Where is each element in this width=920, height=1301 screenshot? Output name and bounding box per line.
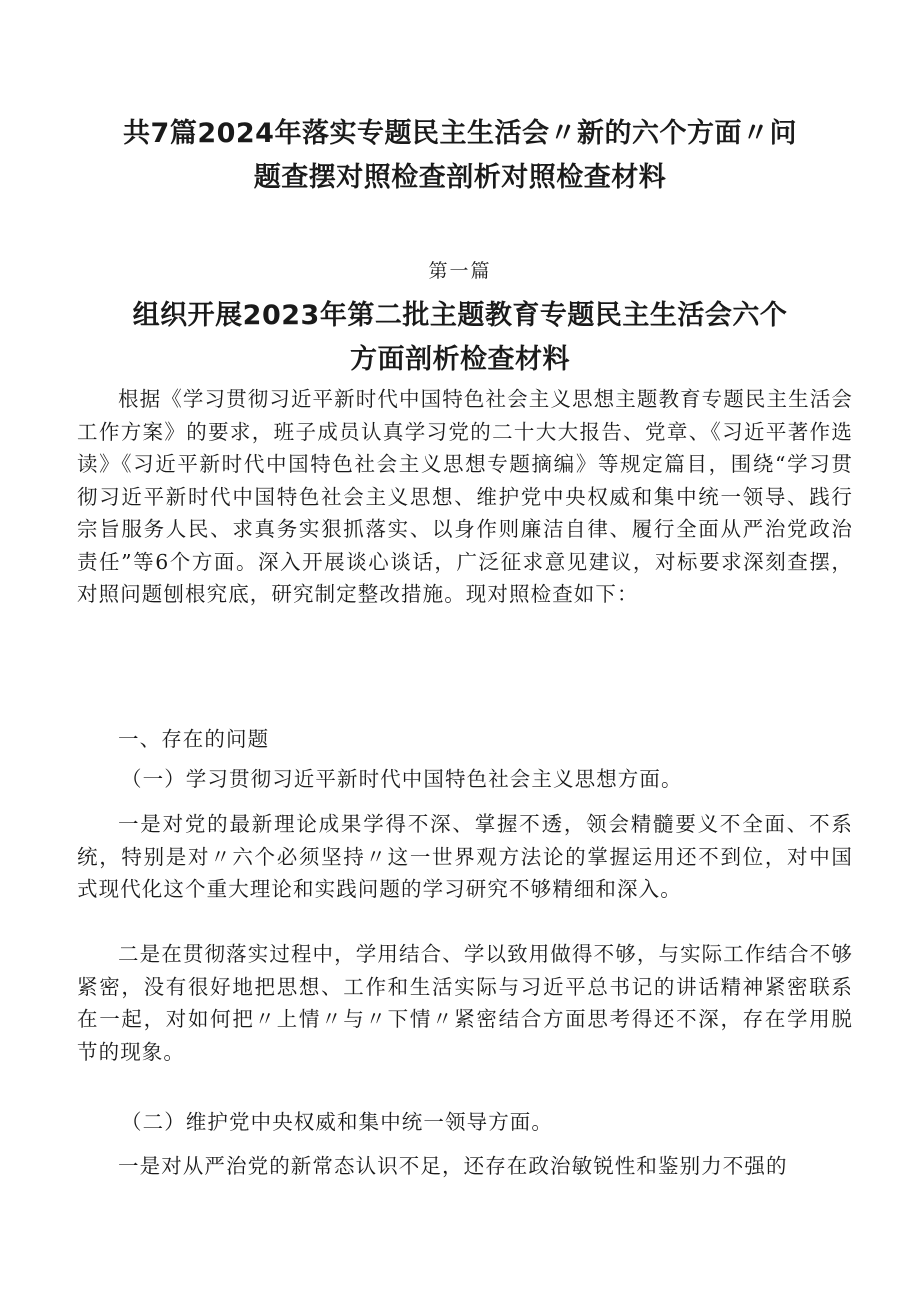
part-label: 第一篇	[428, 260, 492, 282]
section-heading-1: 一、存在的问题	[118, 727, 270, 751]
paragraph-1a: 一是对党的最新理论成果学得不深、掌握不透，领会精髓要义不全面、不系统，特别是对〃六个必须坚持〃这一世界观方法论的掌握运用还不到位，对中国式现代化这个重大理论和实践问题的学习研究不够精细和深入。	[77, 812, 853, 901]
paragraph-2a: 一是对从严治党的新常态认识不足，还存在政治敏锐性和鉴别力不强的	[118, 1154, 788, 1178]
main-title-line-2: 题查摆对照检查剖析对照检查材料	[253, 162, 667, 193]
main-title	[60, 112, 860, 200]
body-block-para-1a	[77, 808, 853, 906]
sub-title-line-1: 组织开展2023年第二批主题教育专题民主生活会六个	[132, 300, 788, 331]
body-block-section-1	[77, 723, 853, 756]
body-block-para-2a	[77, 1150, 853, 1183]
main-title-line-1: 共7篇2024年落实专题民主生活会〃新的六个方面〃问	[123, 118, 797, 149]
body-block-subsection-2	[121, 1106, 861, 1139]
body-block-intro	[77, 383, 853, 611]
paragraph-1b: 二是在贯彻落实过程中，学用结合、学以致用做得不够，与实际工作结合不够紧密，没有很好地把思想、工作和生活实际与习近平总书记的讲话精神紧密联系在一起，对如何把〃上情〃与〃下情〃紧密结合方面思考得还不深，存在学用脱节的现象。	[77, 942, 853, 1064]
sub-title-line-2: 方面剖析检查材料	[350, 344, 570, 375]
body-block-subsection-1	[121, 763, 861, 796]
subsection-heading-2: （二）维护党中央权威和集中统一领导方面。	[121, 1110, 553, 1134]
sub-title	[60, 294, 860, 382]
body-block-para-1b	[77, 938, 853, 1068]
paragraph-intro: 根据《学习贯彻习近平新时代中国特色社会主义思想主题教育专题民主生活会工作方案》的要求，班子成员认真学习党的二十大大报告、党章、《习近平著作选读》《习近平新时代中国特色社会主义思想专题摘编》等规定篇目，围绕“学习贯彻习近平新时代中国特色社会主义思想、维护党中央权威和集中统一领导、践行宗旨服务人民、求真务实狠抓落实、以身作则廉洁自律、履行全面从严治党政治责任”等6个方面。深入开展谈心谈话，广泛征求意见建议，对标要求深刻查摆，对照问题刨根究底，研究制定整改措施。现对照检查如下：	[77, 387, 853, 606]
subsection-heading-1: （一）学习贯彻习近平新时代中国特色社会主义思想方面。	[121, 767, 683, 791]
